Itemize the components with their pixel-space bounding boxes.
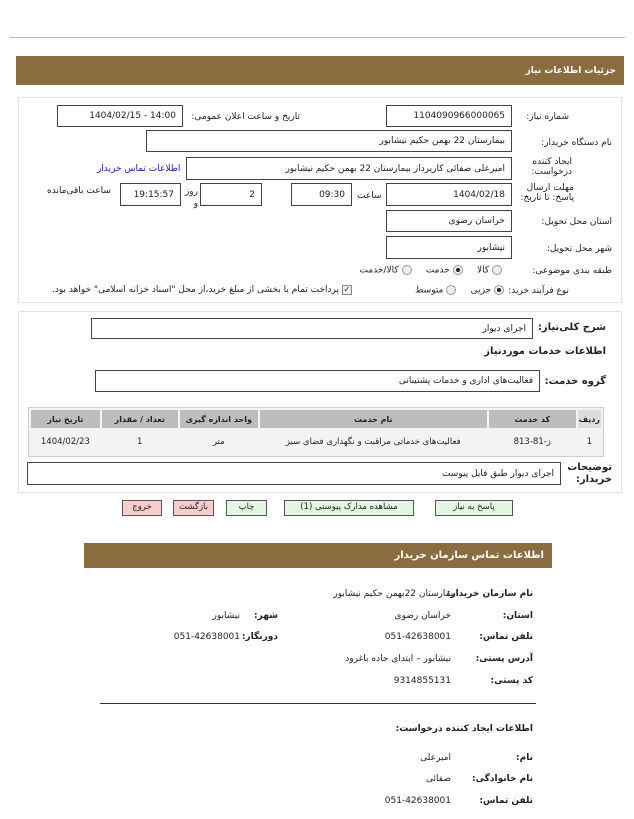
category-both-label: کالا/خدمت xyxy=(359,265,399,276)
payment-note xyxy=(52,285,352,295)
city-field: نیشابور xyxy=(386,236,512,259)
address-label: آدرس پستی: xyxy=(475,654,533,664)
creator-info-title: اطلاعات ایجاد کننده درخواست: xyxy=(395,724,533,734)
col-unit: واحد اندازه گیری xyxy=(180,410,258,428)
category-label: طبقه بندی موضوعی: xyxy=(532,266,612,276)
fax-label: دورنگار: xyxy=(241,632,278,642)
exit-button[interactable]: خروج xyxy=(122,500,162,516)
family-label: نام خانوادگی: xyxy=(471,774,533,784)
creator-phone-label: تلفن تماس: xyxy=(479,796,533,806)
need-number-field: 1104090966000065 xyxy=(386,105,512,127)
deadline-date-field: 1404/02/18 xyxy=(386,183,512,206)
process-medium-radio[interactable] xyxy=(446,285,456,295)
fax-value: 051-42638001 xyxy=(173,632,240,642)
col-date: تاریخ نیاز xyxy=(31,410,100,428)
name-label: نام: xyxy=(516,753,533,763)
province-field: خراسان رضوی xyxy=(386,210,512,232)
postal-value: 9314855131 xyxy=(393,676,451,686)
summary-label: شرح کلی‌نیاز: xyxy=(537,322,606,333)
col-row: ردیف xyxy=(578,410,601,428)
province-label-2: استان: xyxy=(502,611,533,621)
phone-label: تلفن تماس: xyxy=(479,632,533,642)
process-radio-group xyxy=(415,285,504,296)
deadline-label: مهلت ارسال پاسخ: تا تاریخ: xyxy=(520,183,574,203)
payment-checkbox[interactable]: ✓ xyxy=(343,285,351,294)
city-label: شهر محل تحویل: xyxy=(546,244,612,254)
creator-phone-value: 051-42638001 xyxy=(384,796,451,806)
reply-button[interactable]: پاسخ به نیاز xyxy=(435,500,513,516)
remaining-label: ساعت باقی‌مانده xyxy=(47,186,111,196)
attachments-button[interactable]: مشاهده مدارک پیوستی (1) xyxy=(284,500,414,516)
cell-unit: متر xyxy=(212,437,225,447)
creator-label: ایجاد کننده درخواست: xyxy=(531,157,572,177)
postal-label: کد پستی: xyxy=(490,676,533,686)
cell-date: 1404/02/23 xyxy=(40,437,90,447)
buyer-notes-field: اجرای دیوار طبق فایل پیوست xyxy=(27,462,561,485)
col-code: کد خدمت xyxy=(489,410,576,428)
page-title: جزئیات اطلاعات نیاز xyxy=(525,65,616,76)
buyer-notes-label: توضیحات خریدار: xyxy=(567,462,612,485)
buyer-field: بیمارستان 22 بهمن حکیم نیشابور xyxy=(146,130,512,152)
creator-field: امیرعلی صفائی کارپرداز بیمارستان 22 بهمن حکیم نیشابور xyxy=(186,157,512,180)
table-header-row xyxy=(31,410,601,428)
org-value: بیمارستان 22بهمن حکیم نیشابور xyxy=(333,589,456,599)
contact-divider xyxy=(100,703,536,704)
table-row xyxy=(31,430,601,454)
top-divider xyxy=(10,37,625,38)
category-service-label: خدمت xyxy=(425,265,450,276)
city-value: نیشابور xyxy=(212,611,240,621)
province-label: استان محل تحویل: xyxy=(541,217,612,227)
time-label: ساعت xyxy=(357,191,382,201)
cell-qty: 1 xyxy=(137,437,143,447)
announce-label: تاریخ و ساعت اعلان عمومی: xyxy=(191,112,300,122)
deadline-time-field: 09:30 xyxy=(291,183,352,206)
category-both-radio[interactable] xyxy=(402,265,412,275)
buyer-label: نام دستگاه خریدار: xyxy=(541,138,612,148)
summary-field: اجرای دیوار xyxy=(91,318,533,339)
need-number-label: شماره نیاز: xyxy=(526,112,569,122)
days-field: 2 xyxy=(200,183,262,206)
services-table xyxy=(28,407,604,457)
org-label: نام سازمان خریدار: xyxy=(446,589,533,599)
address-value: نیشابور – ابتدای جاده باغرود xyxy=(345,654,451,664)
family-value: صفائی xyxy=(426,774,451,784)
col-qty: تعداد / مقدار xyxy=(102,410,178,428)
phone-value: 051-42638001 xyxy=(384,632,451,642)
buyer-contact-link[interactable]: اطلاعات تماس خریدار xyxy=(97,164,181,174)
cell-row: 1 xyxy=(586,437,593,447)
days-label: روز و xyxy=(184,187,198,209)
process-label: نوع فرآیند خرید: xyxy=(508,286,569,296)
process-minor-radio[interactable] xyxy=(494,285,504,295)
page-header xyxy=(16,56,624,85)
province-value: خراسان رضوی xyxy=(394,611,451,621)
cell-code: ز-81-813 xyxy=(513,437,551,447)
payment-note-text: پرداخت تمام یا بخشی از مبلغ خرید،از محل "اسناد خزانه اسلامی" خواهد بود. xyxy=(52,285,340,295)
category-service-radio[interactable] xyxy=(453,265,463,275)
cell-name: فعالیت‌های خدماتی مراقبت و نگهداری فضای سبز xyxy=(285,437,461,447)
announce-field: 1404/02/15 - 14:00 xyxy=(57,105,183,127)
contact-title: اطلاعات تماس سازمان خریدار xyxy=(394,550,544,561)
category-goods-label: کالا xyxy=(476,265,490,276)
city-label-2: شهر: xyxy=(254,611,278,621)
service-group-label: گروه خدمت: xyxy=(544,376,606,387)
contact-header xyxy=(84,543,552,568)
category-goods-radio[interactable] xyxy=(492,265,502,275)
process-minor-label: جزیی xyxy=(470,285,492,296)
print-button[interactable]: چاپ xyxy=(226,500,267,516)
back-button[interactable]: بازگشت xyxy=(173,500,214,516)
remaining-field: 19:15:57 xyxy=(120,183,181,206)
category-radio-group xyxy=(359,265,502,276)
process-medium-label: متوسط xyxy=(415,285,444,296)
col-name: نام خدمت xyxy=(260,410,487,428)
service-group-field: فعالیت‌های اداری و خدمات پشتیبانی xyxy=(95,370,540,392)
services-title: اطلاعات خدمات موردنیاز xyxy=(484,346,606,357)
name-value: امیرعلی xyxy=(420,753,451,763)
